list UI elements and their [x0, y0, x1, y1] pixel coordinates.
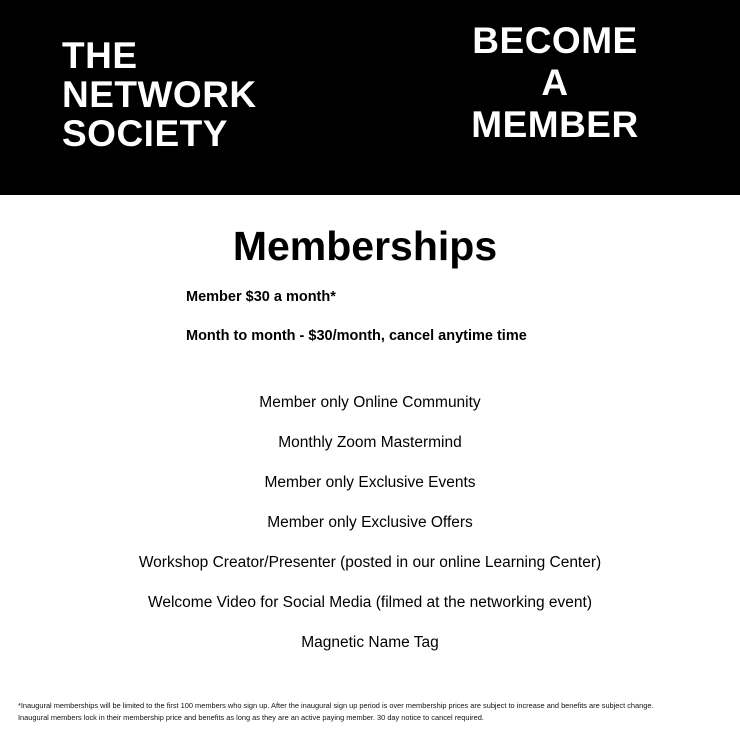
- footnote-line: *Inaugural memberships will be limited to the first 100 members who sign up. After the inaugural sign up period is over membership prices are subject to increase and benefits are subject change.: [18, 701, 654, 710]
- cta-line: BECOME: [472, 20, 638, 61]
- header-banner: [0, 0, 740, 195]
- become-member-heading: [430, 20, 680, 146]
- benefit-item: Monthly Zoom Mastermind: [278, 434, 462, 451]
- cta-line: MEMBER: [471, 104, 639, 145]
- price-monthly: Member $30 a month*: [186, 289, 336, 305]
- page-title: Memberships: [232, 223, 498, 269]
- benefit-item: Member only Exclusive Offers: [267, 514, 473, 531]
- benefit-item: Member only Exclusive Events: [264, 474, 476, 491]
- footnote: [18, 700, 730, 724]
- brand-line: SOCIETY: [62, 113, 228, 154]
- benefit-item: Member only Online Community: [259, 394, 481, 411]
- cta-line: A: [541, 62, 569, 103]
- footnote-line: Inaugural members lock in their membership price and benefits as long as they are an active paying member. 30 day notice to cancel required.: [18, 713, 484, 722]
- benefits-list: [0, 393, 740, 673]
- price-terms: Month to month - $30/month, cancel anytime time: [186, 328, 527, 344]
- brand-name: [62, 36, 257, 153]
- benefit-item: Magnetic Name Tag: [301, 634, 439, 651]
- brand-line: NETWORK: [62, 74, 257, 115]
- benefit-item: Welcome Video for Social Media (filmed at the networking event): [148, 594, 592, 611]
- benefit-item: Workshop Creator/Presenter (posted in our online Learning Center): [138, 554, 602, 571]
- brand-line: THE: [62, 35, 138, 76]
